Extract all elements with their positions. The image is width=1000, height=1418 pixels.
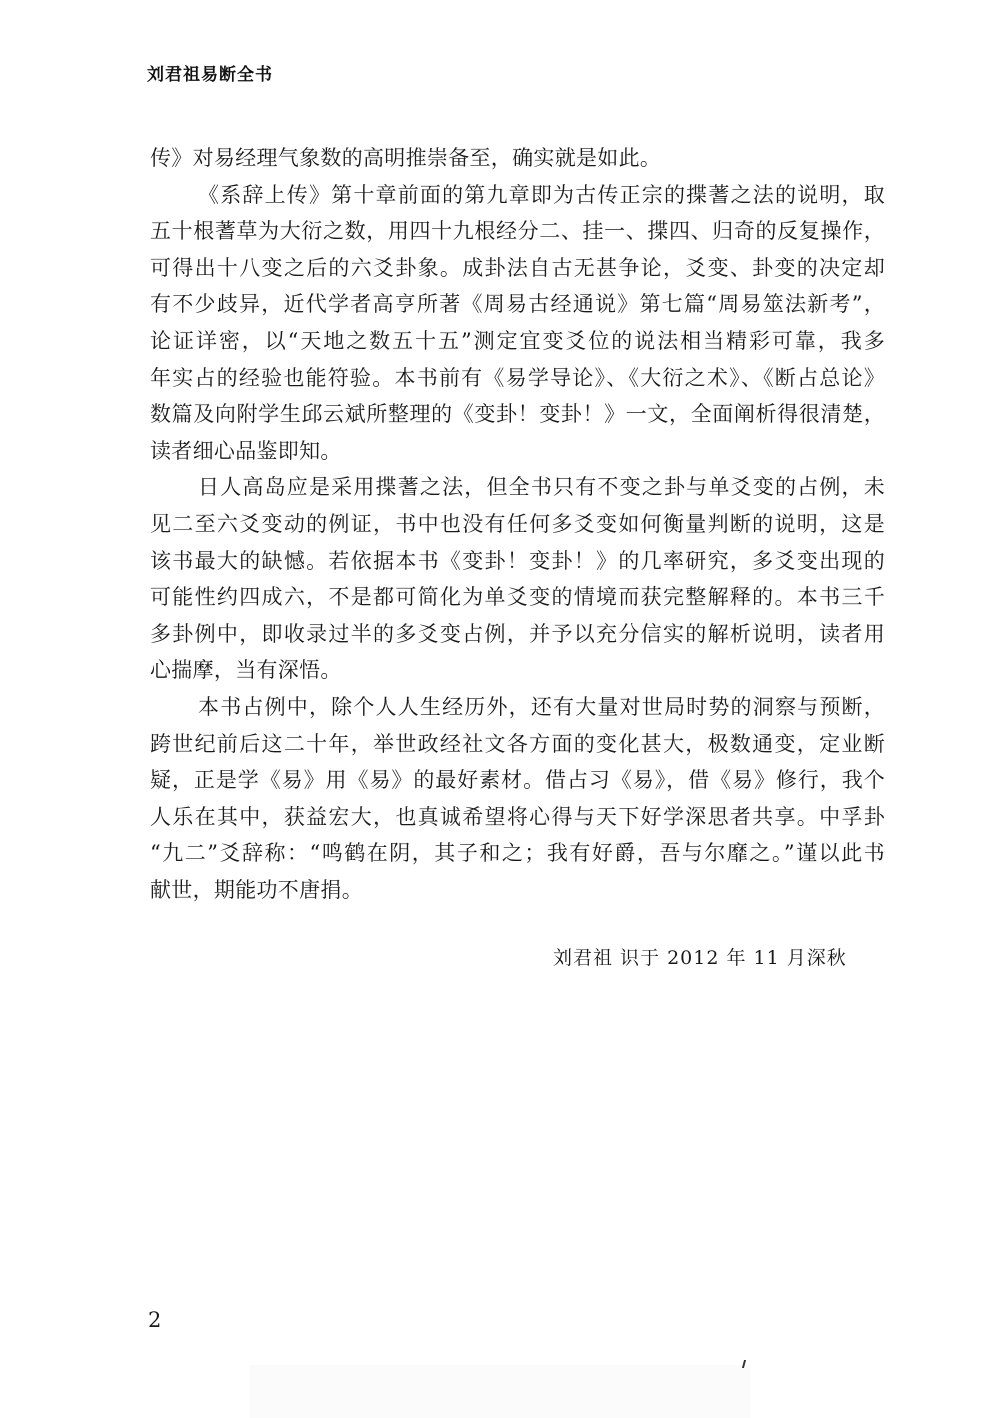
paragraph [150,689,885,909]
paragraph [150,469,885,689]
text-line: 传》对易经理气象数的高明推崇备至，确实就是如此。 [150,146,662,170]
body-text [150,140,885,908]
text-line: 疑，正是学《易》用《易》的最好素材。借占习《易》，借《易》修行，我个 [150,768,885,793]
text-line: 本书占例中，除个人人生经历外，还有大量对世局时势的洞察与预断， [198,694,885,719]
page-number: 2 [148,1308,162,1332]
text-line: “九二”爻辞称：“鸣鹤在阴，其子和之；我有好爵，吾与尔靡之。”谨以此书 [150,841,885,866]
text-line: 心揣摩，当有深悟。 [150,658,342,683]
text-line: 年实占的经验也能符验。本书前有《易学导论》、《大衍之术》、《断占总论》 [150,365,885,390]
text-line: 献世，期能功不唐捐。 [150,877,363,902]
text-line: 可能性约四成六，不是都可简化为单爻变的情境而获完整解释的。本书三千 [150,585,885,610]
text-line: 多卦例中，即收录过半的多爻变占例，并予以充分信实的解析说明，读者用 [150,621,885,646]
paragraph [150,177,885,470]
text-line: 论证详密，以“天地之数五十五”测定宜变爻位的说法相当精彩可靠，我多 [150,328,885,353]
running-header-book-title: 刘君祖易断全书 [147,65,273,85]
text-line: 该书最大的缺憾。若依据本书《变卦！变卦！》的几率研究，多爻变出现的 [150,548,885,573]
text-line: 有不少歧异，近代学者高亨所著《周易古经通说》第七篇“周易筮法新考”， [150,292,885,317]
text-line: 读者细心品鉴即知。 [150,438,342,463]
text-line: 数篇及向附学生邱云斌所整理的《变卦！变卦！》一文，全面阐析得很清楚， [150,402,885,427]
text-line: 日人高岛应是采用揲蓍之法，但全书只有不变之卦与单爻变的占例，未 [198,475,885,500]
text-line: 见二至六爻变动的例证，书中也没有任何多爻变如何衡量判断的说明，这是 [150,511,885,536]
text-line: 跨世纪前后这二十年，举世政经社文各方面的变化甚大，极数通变，定业断 [150,731,885,756]
scan-artifact-region [250,1365,750,1418]
text-line: 人乐在其中，获益宏大，也真诚希望将心得与天下好学深思者共享。中孚卦 [150,804,885,829]
text-line: 五十根蓍草为大衍之数，用四十九根经分二、挂一、揲四、归奇的反复操作， [150,219,885,244]
text-line: 可得出十八变之后的六爻卦象。成卦法自古无甚争论，爻变、卦变的决定却 [150,255,885,280]
author-signature: 刘君祖 识于 2012 年 11 月深秋 [553,947,847,969]
paragraph [150,140,885,177]
text-line: 《系辞上传》第十章前面的第九章即为古传正宗的揲蓍之法的说明，取 [198,182,885,207]
